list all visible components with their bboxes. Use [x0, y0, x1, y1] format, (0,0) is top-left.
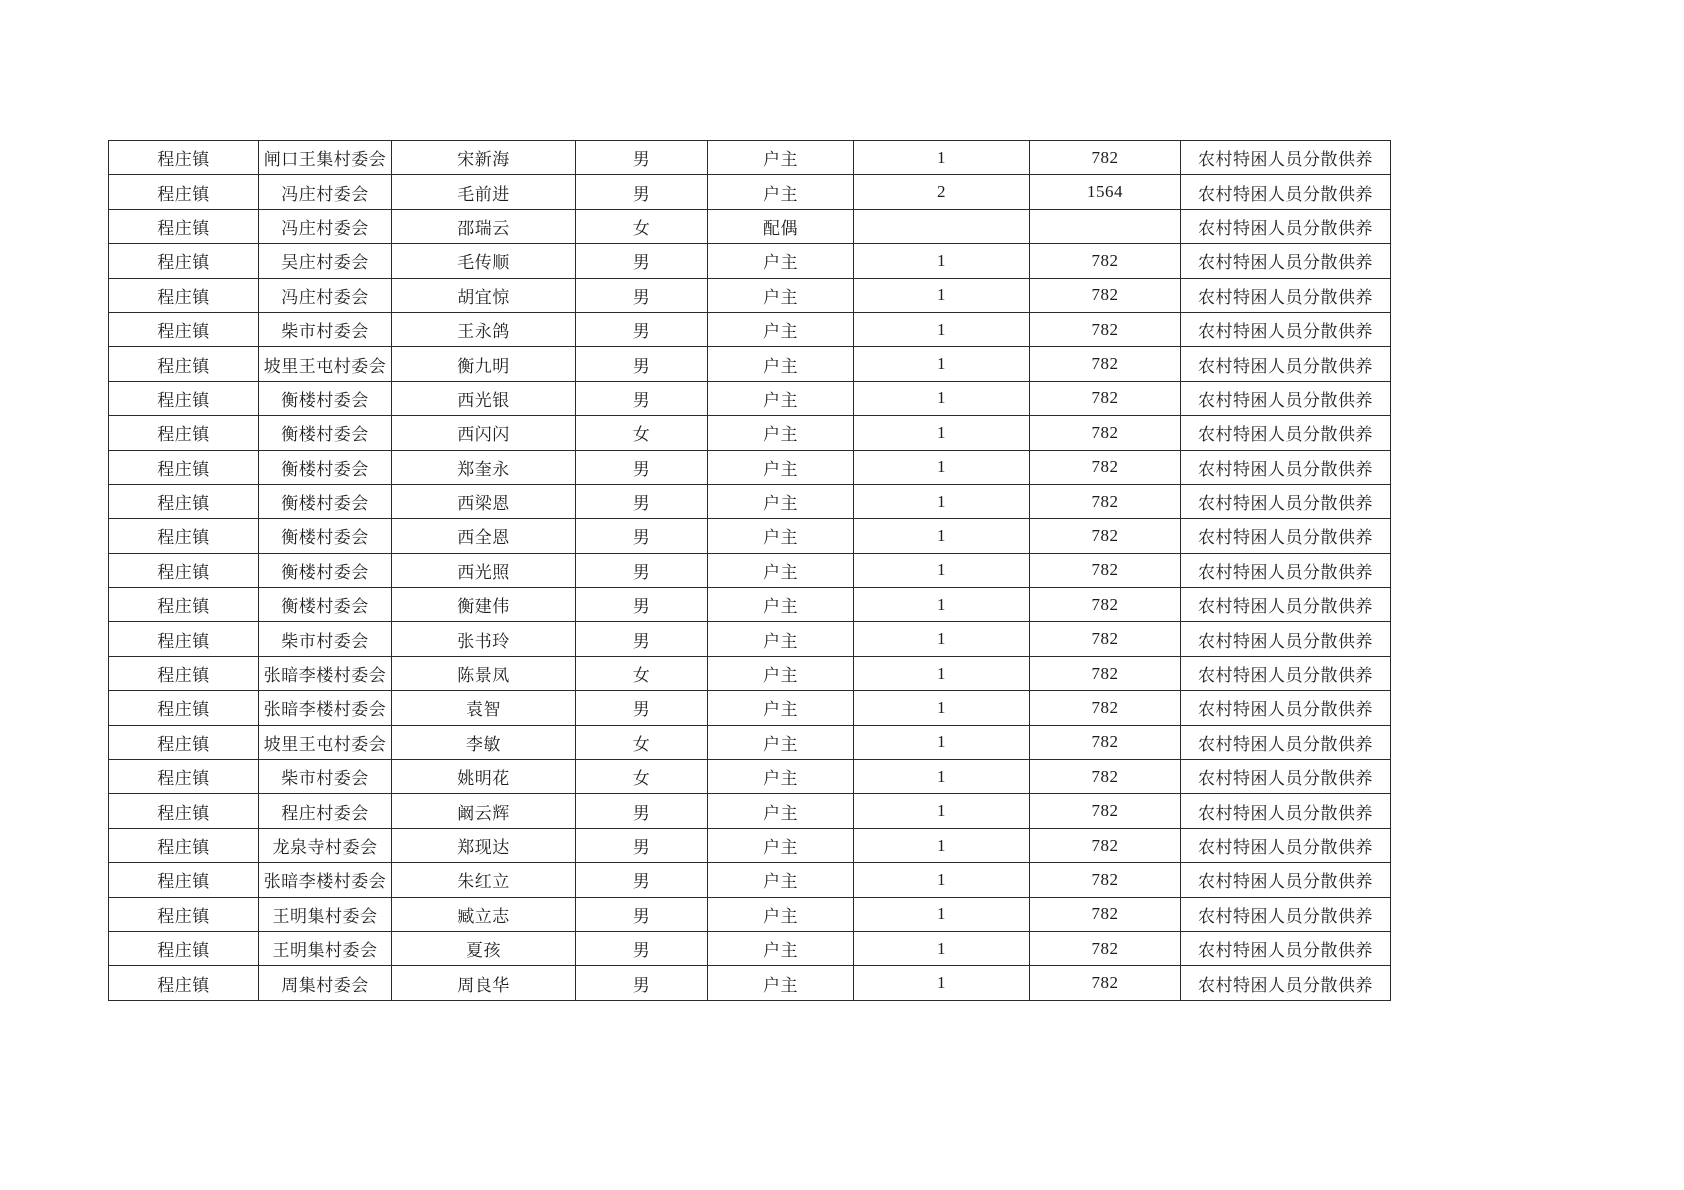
support-category-cell: 农村特困人员分散供养 — [1181, 622, 1391, 656]
person-name-cell: 袁智 — [392, 691, 576, 725]
gender-cell: 女 — [576, 656, 708, 690]
village-committee-cell: 吴庄村委会 — [259, 244, 392, 278]
gender-cell: 男 — [576, 450, 708, 484]
amount-cell: 782 — [1030, 725, 1181, 759]
household-relation-cell: 户主 — [708, 656, 854, 690]
person-count-cell: 1 — [854, 312, 1030, 346]
town-cell: 程庄镇 — [109, 347, 259, 381]
amount-cell: 782 — [1030, 278, 1181, 312]
town-cell: 程庄镇 — [109, 450, 259, 484]
town-cell: 程庄镇 — [109, 244, 259, 278]
household-relation-cell: 户主 — [708, 141, 854, 175]
village-committee-cell: 王明集村委会 — [259, 931, 392, 965]
person-name-cell: 王永鸽 — [392, 312, 576, 346]
village-committee-cell: 衡楼村委会 — [259, 484, 392, 518]
table-row — [109, 347, 1391, 381]
person-count-cell: 1 — [854, 931, 1030, 965]
gender-cell: 女 — [576, 725, 708, 759]
person-count-cell: 1 — [854, 863, 1030, 897]
person-name-cell: 衡九明 — [392, 347, 576, 381]
village-committee-cell: 冯庄村委会 — [259, 278, 392, 312]
amount-cell: 782 — [1030, 244, 1181, 278]
village-committee-cell: 衡楼村委会 — [259, 416, 392, 450]
village-committee-cell: 张暗李楼村委会 — [259, 863, 392, 897]
person-count-cell: 1 — [854, 244, 1030, 278]
amount-cell: 782 — [1030, 519, 1181, 553]
support-category-cell: 农村特困人员分散供养 — [1181, 553, 1391, 587]
amount-cell: 782 — [1030, 553, 1181, 587]
village-committee-cell: 冯庄村委会 — [259, 175, 392, 209]
household-relation-cell: 户主 — [708, 760, 854, 794]
amount-cell: 782 — [1030, 622, 1181, 656]
town-cell: 程庄镇 — [109, 897, 259, 931]
table-row — [109, 175, 1391, 209]
household-relation-cell: 户主 — [708, 278, 854, 312]
support-category-cell: 农村特困人员分散供养 — [1181, 484, 1391, 518]
village-committee-cell: 周集村委会 — [259, 966, 392, 1000]
household-relation-cell: 户主 — [708, 897, 854, 931]
household-relation-cell: 户主 — [708, 863, 854, 897]
household-relation-cell: 户主 — [708, 725, 854, 759]
amount-cell: 782 — [1030, 863, 1181, 897]
person-count-cell: 1 — [854, 760, 1030, 794]
support-category-cell: 农村特困人员分散供养 — [1181, 725, 1391, 759]
support-category-cell: 农村特困人员分散供养 — [1181, 141, 1391, 175]
amount-cell: 782 — [1030, 656, 1181, 690]
person-name-cell: 西全恩 — [392, 519, 576, 553]
person-count-cell: 1 — [854, 381, 1030, 415]
person-name-cell: 朱红立 — [392, 863, 576, 897]
amount-cell: 782 — [1030, 450, 1181, 484]
person-count-cell: 1 — [854, 897, 1030, 931]
amount-cell: 782 — [1030, 794, 1181, 828]
household-relation-cell: 户主 — [708, 588, 854, 622]
table-row — [109, 416, 1391, 450]
person-name-cell: 夏孩 — [392, 931, 576, 965]
town-cell: 程庄镇 — [109, 553, 259, 587]
village-committee-cell: 闸口王集村委会 — [259, 141, 392, 175]
table-row — [109, 760, 1391, 794]
gender-cell: 男 — [576, 897, 708, 931]
person-name-cell: 阚云辉 — [392, 794, 576, 828]
gender-cell: 男 — [576, 141, 708, 175]
person-name-cell: 李敏 — [392, 725, 576, 759]
gender-cell: 男 — [576, 691, 708, 725]
person-count-cell: 1 — [854, 278, 1030, 312]
amount-cell: 782 — [1030, 141, 1181, 175]
town-cell: 程庄镇 — [109, 691, 259, 725]
support-category-cell: 农村特困人员分散供养 — [1181, 244, 1391, 278]
support-category-cell: 农村特困人员分散供养 — [1181, 175, 1391, 209]
person-name-cell: 胡宜惊 — [392, 278, 576, 312]
town-cell: 程庄镇 — [109, 381, 259, 415]
household-relation-cell: 户主 — [708, 931, 854, 965]
town-cell: 程庄镇 — [109, 931, 259, 965]
support-category-cell: 农村特困人员分散供养 — [1181, 209, 1391, 243]
person-name-cell: 邵瑞云 — [392, 209, 576, 243]
table-row — [109, 691, 1391, 725]
gender-cell: 男 — [576, 175, 708, 209]
town-cell: 程庄镇 — [109, 209, 259, 243]
support-category-cell: 农村特困人员分散供养 — [1181, 450, 1391, 484]
table-row — [109, 966, 1391, 1000]
person-count-cell: 1 — [854, 966, 1030, 1000]
table-row — [109, 278, 1391, 312]
person-name-cell: 西光照 — [392, 553, 576, 587]
support-category-cell: 农村特困人员分散供养 — [1181, 828, 1391, 862]
household-relation-cell: 户主 — [708, 966, 854, 1000]
village-committee-cell: 坡里王屯村委会 — [259, 347, 392, 381]
amount-cell — [1030, 209, 1181, 243]
household-relation-cell: 户主 — [708, 175, 854, 209]
town-cell: 程庄镇 — [109, 416, 259, 450]
person-count-cell: 2 — [854, 175, 1030, 209]
person-name-cell: 周良华 — [392, 966, 576, 1000]
person-count-cell: 1 — [854, 450, 1030, 484]
person-name-cell: 毛传顺 — [392, 244, 576, 278]
town-cell: 程庄镇 — [109, 966, 259, 1000]
person-count-cell: 1 — [854, 484, 1030, 518]
gender-cell: 女 — [576, 760, 708, 794]
gender-cell: 男 — [576, 863, 708, 897]
gender-cell: 男 — [576, 381, 708, 415]
town-cell: 程庄镇 — [109, 519, 259, 553]
person-count-cell: 1 — [854, 828, 1030, 862]
village-committee-cell: 柴市村委会 — [259, 312, 392, 346]
household-relation-cell: 户主 — [708, 622, 854, 656]
table-row — [109, 863, 1391, 897]
table-row — [109, 484, 1391, 518]
table-row — [109, 828, 1391, 862]
town-cell: 程庄镇 — [109, 588, 259, 622]
person-count-cell: 1 — [854, 141, 1030, 175]
table-row — [109, 450, 1391, 484]
village-committee-cell: 柴市村委会 — [259, 622, 392, 656]
support-category-cell: 农村特困人员分散供养 — [1181, 966, 1391, 1000]
table-row — [109, 244, 1391, 278]
amount-cell: 782 — [1030, 312, 1181, 346]
amount-cell: 782 — [1030, 828, 1181, 862]
table-row — [109, 381, 1391, 415]
table-row — [109, 931, 1391, 965]
gender-cell: 男 — [576, 312, 708, 346]
town-cell: 程庄镇 — [109, 622, 259, 656]
household-relation-cell: 户主 — [708, 450, 854, 484]
person-count-cell: 1 — [854, 416, 1030, 450]
household-relation-cell: 户主 — [708, 416, 854, 450]
town-cell: 程庄镇 — [109, 760, 259, 794]
support-category-cell: 农村特困人员分散供养 — [1181, 588, 1391, 622]
town-cell: 程庄镇 — [109, 725, 259, 759]
gender-cell: 男 — [576, 484, 708, 518]
table-row — [109, 897, 1391, 931]
person-name-cell: 西梁恩 — [392, 484, 576, 518]
village-committee-cell: 王明集村委会 — [259, 897, 392, 931]
amount-cell: 1564 — [1030, 175, 1181, 209]
village-committee-cell: 坡里王屯村委会 — [259, 725, 392, 759]
person-name-cell: 衡建伟 — [392, 588, 576, 622]
town-cell: 程庄镇 — [109, 141, 259, 175]
household-relation-cell: 户主 — [708, 347, 854, 381]
support-category-cell: 农村特困人员分散供养 — [1181, 347, 1391, 381]
gender-cell: 男 — [576, 794, 708, 828]
person-count-cell: 1 — [854, 794, 1030, 828]
person-count-cell — [854, 209, 1030, 243]
table-row — [109, 656, 1391, 690]
person-count-cell: 1 — [854, 553, 1030, 587]
gender-cell: 男 — [576, 966, 708, 1000]
town-cell: 程庄镇 — [109, 863, 259, 897]
support-category-cell: 农村特困人员分散供养 — [1181, 897, 1391, 931]
village-committee-cell: 衡楼村委会 — [259, 381, 392, 415]
support-category-cell: 农村特困人员分散供养 — [1181, 519, 1391, 553]
welfare-recipients-table — [108, 140, 1391, 1001]
person-name-cell: 臧立志 — [392, 897, 576, 931]
village-committee-cell: 冯庄村委会 — [259, 209, 392, 243]
town-cell: 程庄镇 — [109, 278, 259, 312]
support-category-cell: 农村特困人员分散供养 — [1181, 416, 1391, 450]
gender-cell: 男 — [576, 553, 708, 587]
household-relation-cell: 户主 — [708, 312, 854, 346]
gender-cell: 男 — [576, 828, 708, 862]
village-committee-cell: 柴市村委会 — [259, 760, 392, 794]
village-committee-cell: 张暗李楼村委会 — [259, 656, 392, 690]
town-cell: 程庄镇 — [109, 312, 259, 346]
amount-cell: 782 — [1030, 381, 1181, 415]
amount-cell: 782 — [1030, 966, 1181, 1000]
village-committee-cell: 衡楼村委会 — [259, 553, 392, 587]
table-row — [109, 209, 1391, 243]
gender-cell: 男 — [576, 244, 708, 278]
amount-cell: 782 — [1030, 760, 1181, 794]
person-name-cell: 西闪闪 — [392, 416, 576, 450]
table-row — [109, 725, 1391, 759]
support-category-cell: 农村特困人员分散供养 — [1181, 863, 1391, 897]
household-relation-cell: 户主 — [708, 553, 854, 587]
village-committee-cell: 龙泉寺村委会 — [259, 828, 392, 862]
person-name-cell: 毛前进 — [392, 175, 576, 209]
person-count-cell: 1 — [854, 656, 1030, 690]
person-name-cell: 西光银 — [392, 381, 576, 415]
person-count-cell: 1 — [854, 622, 1030, 656]
support-category-cell: 农村特困人员分散供养 — [1181, 691, 1391, 725]
household-relation-cell: 户主 — [708, 794, 854, 828]
village-committee-cell: 张暗李楼村委会 — [259, 691, 392, 725]
person-count-cell: 1 — [854, 588, 1030, 622]
person-name-cell: 郑奎永 — [392, 450, 576, 484]
person-count-cell: 1 — [854, 347, 1030, 381]
amount-cell: 782 — [1030, 484, 1181, 518]
gender-cell: 女 — [576, 416, 708, 450]
amount-cell: 782 — [1030, 931, 1181, 965]
person-name-cell: 姚明花 — [392, 760, 576, 794]
support-category-cell: 农村特困人员分散供养 — [1181, 312, 1391, 346]
amount-cell: 782 — [1030, 691, 1181, 725]
village-committee-cell: 程庄村委会 — [259, 794, 392, 828]
gender-cell: 女 — [576, 209, 708, 243]
amount-cell: 782 — [1030, 347, 1181, 381]
household-relation-cell: 户主 — [708, 484, 854, 518]
amount-cell: 782 — [1030, 897, 1181, 931]
person-name-cell: 郑现达 — [392, 828, 576, 862]
table-body — [109, 141, 1391, 1001]
table-row — [109, 622, 1391, 656]
person-count-cell: 1 — [854, 691, 1030, 725]
gender-cell: 男 — [576, 278, 708, 312]
table-row — [109, 794, 1391, 828]
table-row — [109, 312, 1391, 346]
village-committee-cell: 衡楼村委会 — [259, 450, 392, 484]
town-cell: 程庄镇 — [109, 828, 259, 862]
household-relation-cell: 户主 — [708, 691, 854, 725]
person-name-cell: 宋新海 — [392, 141, 576, 175]
household-relation-cell: 户主 — [708, 244, 854, 278]
town-cell: 程庄镇 — [109, 484, 259, 518]
person-count-cell: 1 — [854, 725, 1030, 759]
person-name-cell: 张书玲 — [392, 622, 576, 656]
household-relation-cell: 户主 — [708, 381, 854, 415]
village-committee-cell: 衡楼村委会 — [259, 519, 392, 553]
person-count-cell: 1 — [854, 519, 1030, 553]
support-category-cell: 农村特困人员分散供养 — [1181, 760, 1391, 794]
support-category-cell: 农村特困人员分散供养 — [1181, 794, 1391, 828]
support-category-cell: 农村特困人员分散供养 — [1181, 931, 1391, 965]
gender-cell: 男 — [576, 588, 708, 622]
support-category-cell: 农村特困人员分散供养 — [1181, 278, 1391, 312]
town-cell: 程庄镇 — [109, 175, 259, 209]
village-committee-cell: 衡楼村委会 — [259, 588, 392, 622]
table-row — [109, 141, 1391, 175]
household-relation-cell: 户主 — [708, 519, 854, 553]
household-relation-cell: 配偶 — [708, 209, 854, 243]
gender-cell: 男 — [576, 519, 708, 553]
table-row — [109, 588, 1391, 622]
gender-cell: 男 — [576, 622, 708, 656]
support-category-cell: 农村特困人员分散供养 — [1181, 656, 1391, 690]
gender-cell: 男 — [576, 347, 708, 381]
household-relation-cell: 户主 — [708, 828, 854, 862]
gender-cell: 男 — [576, 931, 708, 965]
amount-cell: 782 — [1030, 588, 1181, 622]
town-cell: 程庄镇 — [109, 794, 259, 828]
support-category-cell: 农村特困人员分散供养 — [1181, 381, 1391, 415]
town-cell: 程庄镇 — [109, 656, 259, 690]
person-name-cell: 陈景凤 — [392, 656, 576, 690]
table-row — [109, 553, 1391, 587]
amount-cell: 782 — [1030, 416, 1181, 450]
table-row — [109, 519, 1391, 553]
